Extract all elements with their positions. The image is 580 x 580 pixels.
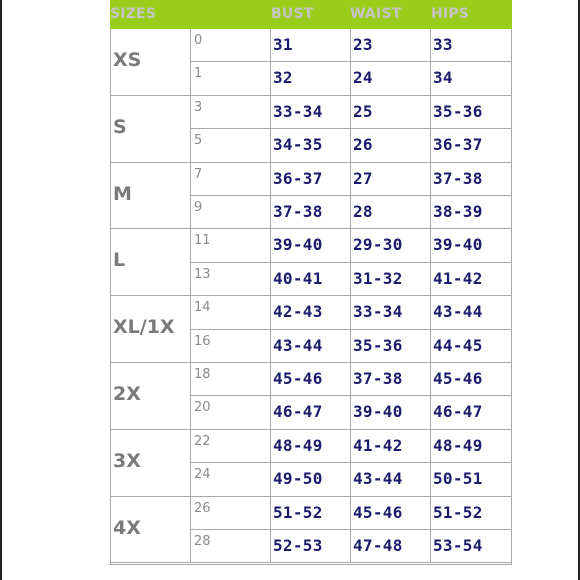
bust-cell-text: 36-37	[273, 169, 323, 188]
bust-cell	[271, 196, 351, 228]
numeric-size-cell	[191, 62, 271, 95]
hips-cell	[431, 497, 511, 529]
numeric-size-cell-text: 5	[194, 133, 203, 148]
size-group-1	[111, 96, 191, 163]
size-group-5	[111, 363, 191, 430]
waist-cell	[351, 62, 431, 95]
waist-cell	[351, 497, 431, 529]
size-label: XS	[113, 49, 142, 71]
size-group-0	[111, 29, 191, 96]
hips-cell	[431, 196, 511, 228]
hips-cell	[431, 229, 511, 262]
hips-cell-text: 33	[433, 35, 453, 54]
hips-cell-text: 51-52	[433, 503, 483, 522]
numeric-size-cell	[191, 163, 271, 195]
waist-cell	[351, 363, 431, 395]
numeric-size-cell-text: 13	[194, 267, 211, 282]
hips-cell	[431, 396, 511, 429]
size-row	[191, 296, 511, 330]
hips-cell-text: 39-40	[433, 235, 483, 254]
numeric-size-cell	[191, 530, 271, 562]
size-row	[191, 530, 511, 563]
hips-cell-text: 43-44	[433, 302, 483, 321]
size-row	[191, 96, 511, 129]
size-label: L	[113, 249, 126, 271]
numeric-size-cell	[191, 430, 271, 462]
bust-cell-text: 52-53	[273, 536, 323, 555]
size-row	[191, 463, 511, 497]
waist-cell-text: 29-30	[353, 235, 403, 254]
bust-cell-text: 51-52	[273, 503, 323, 522]
bust-cell	[271, 296, 351, 329]
hips-cell	[431, 129, 511, 162]
waist-cell-text: 24	[353, 68, 373, 87]
size-row	[191, 29, 511, 62]
size-row	[191, 497, 511, 530]
size-label: S	[113, 116, 127, 138]
hips-cell-text: 37-38	[433, 169, 483, 188]
size-label: XL/1X	[113, 316, 175, 338]
numeric-size-cell-text: 9	[194, 200, 203, 215]
hips-cell-text: 44-45	[433, 336, 483, 355]
size-group-6	[111, 430, 191, 497]
header-bust: BUST	[271, 6, 314, 22]
hips-cell-text: 45-46	[433, 369, 483, 388]
waist-cell	[351, 430, 431, 462]
numeric-size-cell	[191, 129, 271, 162]
numeric-size-cell-text: 3	[194, 100, 203, 115]
waist-cell	[351, 330, 431, 362]
hips-cell	[431, 96, 511, 128]
size-group-4	[111, 296, 191, 363]
numeric-size-cell-text: 28	[194, 534, 211, 549]
numeric-size-cell-text: 26	[194, 501, 211, 516]
hips-cell-text: 46-47	[433, 402, 483, 421]
numeric-size-cell-text: 20	[194, 400, 211, 415]
hips-cell	[431, 430, 511, 462]
bust-cell-text: 49-50	[273, 469, 323, 488]
numeric-size-cell	[191, 263, 271, 295]
waist-cell	[351, 163, 431, 195]
bust-cell-text: 45-46	[273, 369, 323, 388]
bust-cell-text: 33-34	[273, 102, 323, 121]
numeric-size-cell-text: 24	[194, 467, 211, 482]
hips-cell	[431, 163, 511, 195]
header-waist: WAIST	[350, 6, 402, 22]
numeric-size-cell	[191, 229, 271, 262]
bust-cell	[271, 330, 351, 362]
numeric-size-cell	[191, 96, 271, 128]
waist-cell	[351, 196, 431, 228]
bust-cell-text: 32	[273, 68, 293, 87]
hips-cell	[431, 62, 511, 95]
waist-cell-text: 41-42	[353, 436, 403, 455]
size-label: 3X	[113, 450, 141, 472]
waist-cell-text: 43-44	[353, 469, 403, 488]
hips-cell-text: 53-54	[433, 536, 483, 555]
waist-cell	[351, 296, 431, 329]
bust-cell-text: 42-43	[273, 302, 323, 321]
waist-cell	[351, 96, 431, 128]
waist-cell-text: 45-46	[353, 503, 403, 522]
hips-cell-text: 50-51	[433, 469, 483, 488]
size-row	[191, 263, 511, 296]
waist-cell	[351, 530, 431, 562]
size-label: 2X	[113, 383, 141, 405]
bust-cell-text: 37-38	[273, 202, 323, 221]
numeric-size-cell	[191, 29, 271, 61]
bust-cell-text: 34-35	[273, 135, 323, 154]
hips-cell-text: 35-36	[433, 102, 483, 121]
size-row	[191, 396, 511, 430]
hips-cell	[431, 530, 511, 562]
waist-cell-text: 33-34	[353, 302, 403, 321]
bust-cell	[271, 129, 351, 162]
waist-cell	[351, 263, 431, 295]
numeric-size-cell	[191, 330, 271, 362]
size-group-2	[111, 163, 191, 229]
bust-cell	[271, 463, 351, 496]
size-row	[191, 430, 511, 463]
size-row	[191, 129, 511, 163]
waist-cell-text: 37-38	[353, 369, 403, 388]
waist-cell	[351, 229, 431, 262]
size-row	[191, 163, 511, 196]
bust-cell-text: 43-44	[273, 336, 323, 355]
header-hips: HIPS	[431, 6, 470, 22]
hips-cell-text: 41-42	[433, 269, 483, 288]
size-row	[191, 62, 511, 96]
size-label: 4X	[113, 517, 141, 539]
numeric-size-cell	[191, 296, 271, 329]
size-row	[191, 330, 511, 363]
waist-cell-text: 23	[353, 35, 373, 54]
bust-cell	[271, 29, 351, 61]
numeric-size-cell	[191, 363, 271, 395]
numeric-size-cell	[191, 497, 271, 529]
bust-cell	[271, 530, 351, 562]
bust-cell	[271, 62, 351, 95]
size-label: M	[113, 183, 132, 205]
numeric-size-cell-text: 1	[194, 66, 203, 81]
bust-cell-text: 39-40	[273, 235, 323, 254]
size-chart-table	[110, 29, 512, 565]
bust-cell	[271, 430, 351, 462]
hips-cell-text: 36-37	[433, 135, 483, 154]
waist-cell-text: 25	[353, 102, 373, 121]
numeric-size-cell	[191, 463, 271, 496]
hips-cell	[431, 463, 511, 496]
hips-cell	[431, 296, 511, 329]
size-group-7	[111, 497, 191, 563]
bust-cell	[271, 363, 351, 395]
header-sizes: SIZES	[110, 6, 157, 22]
hips-cell	[431, 29, 511, 61]
waist-cell	[351, 29, 431, 61]
hips-cell	[431, 263, 511, 295]
numeric-size-cell-text: 7	[194, 167, 203, 182]
waist-cell-text: 27	[353, 169, 373, 188]
bust-cell	[271, 229, 351, 262]
numeric-size-cell-text: 14	[194, 300, 211, 315]
hips-cell	[431, 363, 511, 395]
numeric-size-cell-text: 22	[194, 434, 211, 449]
waist-cell-text: 26	[353, 135, 373, 154]
size-row	[191, 196, 511, 229]
numeric-size-cell-text: 11	[194, 233, 211, 248]
numeric-size-cell	[191, 196, 271, 228]
hips-cell-text: 34	[433, 68, 453, 87]
numeric-size-cell	[191, 396, 271, 429]
size-chart-header	[110, 0, 512, 29]
numeric-size-cell-text: 0	[194, 33, 203, 48]
bust-cell-text: 48-49	[273, 436, 323, 455]
waist-cell-text: 35-36	[353, 336, 403, 355]
size-group-3	[111, 229, 191, 296]
waist-cell	[351, 129, 431, 162]
hips-cell	[431, 330, 511, 362]
waist-cell	[351, 463, 431, 496]
hips-cell-text: 38-39	[433, 202, 483, 221]
bust-cell-text: 46-47	[273, 402, 323, 421]
size-row	[191, 229, 511, 263]
bust-cell	[271, 263, 351, 295]
waist-cell-text: 47-48	[353, 536, 403, 555]
bust-cell-text: 40-41	[273, 269, 323, 288]
bust-cell-text: 31	[273, 35, 293, 54]
hips-cell-text: 48-49	[433, 436, 483, 455]
left-frame-edge	[0, 0, 2, 580]
size-row	[191, 363, 511, 396]
waist-cell-text: 31-32	[353, 269, 403, 288]
bust-cell	[271, 96, 351, 128]
numeric-size-cell-text: 16	[194, 334, 211, 349]
waist-cell-text: 28	[353, 202, 373, 221]
waist-cell	[351, 396, 431, 429]
waist-cell-text: 39-40	[353, 402, 403, 421]
numeric-size-cell-text: 18	[194, 367, 211, 382]
bust-cell	[271, 163, 351, 195]
bust-cell	[271, 396, 351, 429]
bust-cell	[271, 497, 351, 529]
